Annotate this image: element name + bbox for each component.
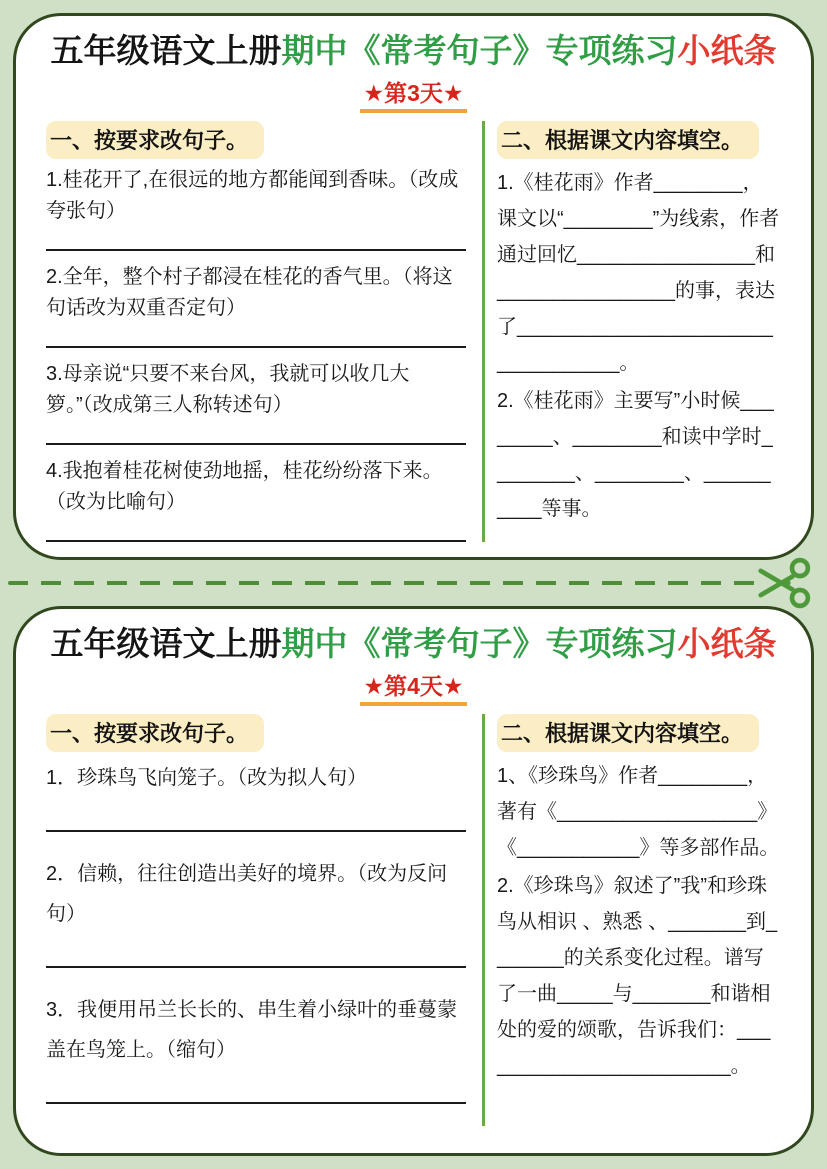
title-suffix-part: 小纸条 (677, 625, 777, 662)
question-item (46, 854, 470, 968)
answer-blank-line (46, 443, 466, 445)
answer-blank-line (46, 346, 466, 348)
title-suffix-part: 小纸条 (677, 32, 777, 69)
section-two-heading: 二、根据课文内容填空。 (497, 121, 759, 159)
question-item (46, 359, 470, 445)
question-text: 3.母亲说“只要不来台风，我就可以收几大箩。”（改成第三人称转述句） (46, 362, 410, 416)
scissors-icon (757, 555, 813, 611)
question-item (46, 990, 470, 1104)
section-one-heading: 一、按要求改句子。 (46, 714, 264, 752)
worksheet-card-day3 (13, 13, 814, 560)
card-columns (46, 121, 781, 542)
fill-blank-paragraph: 2.《桂花雨》主要写”小时候________、________和读中学时________、________、__________等事。 (497, 389, 774, 520)
answer-blank-line (46, 540, 466, 542)
answer-blank-line (46, 1102, 466, 1104)
section-one-header (46, 121, 470, 159)
question-text: 1．珍珠鸟飞向笼子。（改为拟人句） (46, 766, 368, 789)
section-two-column (485, 714, 781, 1126)
title-topic-part: 期中《常考句子》专项练习 (281, 32, 678, 69)
worksheet-title (46, 30, 781, 73)
answer-blank-line (46, 249, 466, 251)
question-text: 1.桂花开了,在很远的地方都能闻到香味。（改成夸张句） (46, 168, 459, 222)
question-text: 2．信赖，往往创造出美好的境界。（改为反问句） (46, 862, 448, 925)
day-row (46, 668, 781, 706)
cut-line (0, 560, 827, 606)
title-grade-part: 五年级语文上册 (50, 32, 282, 69)
question-item (46, 165, 470, 251)
section-one-column (46, 121, 482, 542)
worksheet-title (46, 623, 781, 666)
question-text: 3．我便用吊兰长长的、串生着小绿叶的垂蔓蒙盖在鸟笼上。（缩句） (46, 998, 458, 1061)
title-topic-part: 期中《常考句子》专项练习 (281, 625, 678, 662)
question-item (46, 456, 470, 542)
fill-blank-paragraph: 1.《桂花雨》作者________，课文以“________”为线索，作者通过回忆________________和________________的事，表达了__________________________________。 (497, 171, 780, 374)
section-two-heading: 二、根据课文内容填空。 (497, 714, 759, 752)
section-two-column (485, 121, 781, 542)
day-badge: ★第3天★ (360, 75, 466, 113)
title-grade-part: 五年级语文上册 (50, 625, 282, 662)
answer-blank-line (46, 966, 466, 968)
section-two-header (497, 121, 781, 159)
section-one-heading: 一、按要求改句子。 (46, 121, 264, 159)
worksheet-card-day4 (13, 606, 814, 1156)
question-text: 4.我抱着桂花树使劲地摇，桂花纷纷落下来。（改为比喻句） (46, 459, 443, 513)
question-item (46, 758, 470, 832)
day-row (46, 75, 781, 113)
day-badge: ★第4天★ (360, 668, 466, 706)
fill-blank-paragraph: 1、《珍珠鸟》作者________，著有《__________________》《___________》等多部作品。 (497, 764, 780, 859)
dashed-cut-line (8, 581, 755, 585)
answer-blank-line (46, 830, 466, 832)
question-text: 2.全年，整个村子都浸在桂花的香气里。（将这句话改为双重否定句） (46, 265, 453, 319)
section-one-header (46, 714, 470, 752)
question-item (46, 262, 470, 348)
section-two-header (497, 714, 781, 752)
fill-blank-paragraph: 2.《珍珠鸟》叙述了”我”和珍珠鸟从相识 、熟悉 、_______到_______的关系变化过程。谱写了一曲_____与_______和谐相处的爱的颂歌，告诉我们：________________________。 (497, 874, 778, 1077)
section-one-column (46, 714, 482, 1126)
card-columns (46, 714, 781, 1126)
